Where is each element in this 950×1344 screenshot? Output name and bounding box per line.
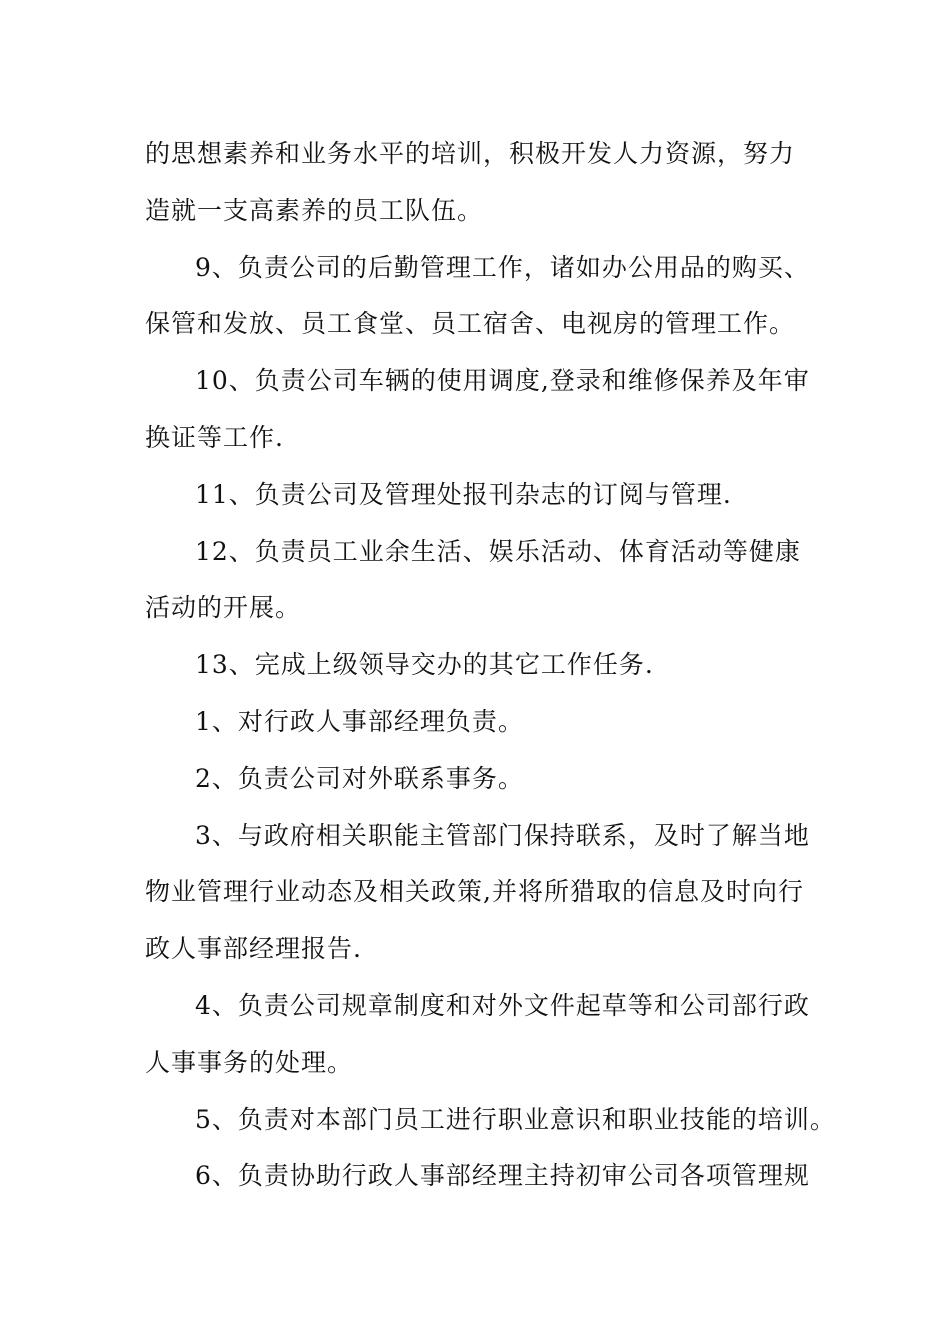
paragraph-line: 换证等工作. [145, 422, 284, 452]
paragraph-line: 物业管理行业动态及相关政策,并将所猎取的信息及时向行 [145, 877, 804, 907]
paragraph-line: 人事事务的处理。 [145, 1047, 354, 1077]
paragraph-line: 11、负责公司及管理处报刊杂志的订阅与管理. [195, 479, 732, 509]
document-body [145, 126, 836, 1205]
paragraph-line: 政人事部经理报告. [145, 934, 362, 964]
paragraph-line: 5、负责对本部门员工进行职业意识和职业技能的培训。 [195, 1104, 836, 1134]
paragraph-line: 1、对行政人事部经理负责。 [195, 706, 524, 736]
paragraph-line: 4、负责公司规章制度和对外文件起草等和公司部行政 [195, 990, 810, 1020]
paragraph-line: 的思想素养和业务水平的培训，积极开发人力资源，努力 [145, 139, 796, 168]
paragraph-line: 10、负责公司车辆的使用调度,登录和维修保养及年审 [195, 366, 810, 396]
paragraph-line: 3、与政府相关职能主管部门保持联系，及时了解当地 [195, 820, 810, 850]
paragraph-line: 12、负责员工业余生活、娱乐活动、体育活动等健康 [195, 536, 801, 566]
paragraph-line: 6、负责协助行政人事部经理主持初审公司各项管理规 [195, 1161, 810, 1191]
paragraph-line: 造就一支高素养的员工队伍。 [145, 195, 484, 225]
paragraph-line: 2、负责公司对外联系事务。 [195, 763, 524, 793]
paragraph-line: 9、负责公司的后勤管理工作，诸如办公用品的购买、 [195, 252, 810, 282]
paragraph-line: 活动的开展。 [145, 593, 302, 623]
paragraph-line: 保管和发放、员工食堂、员工宿舍、电视房的管理工作。 [145, 309, 796, 339]
paragraph-line: 13、完成上级领导交办的其它工作任务. [195, 650, 654, 680]
